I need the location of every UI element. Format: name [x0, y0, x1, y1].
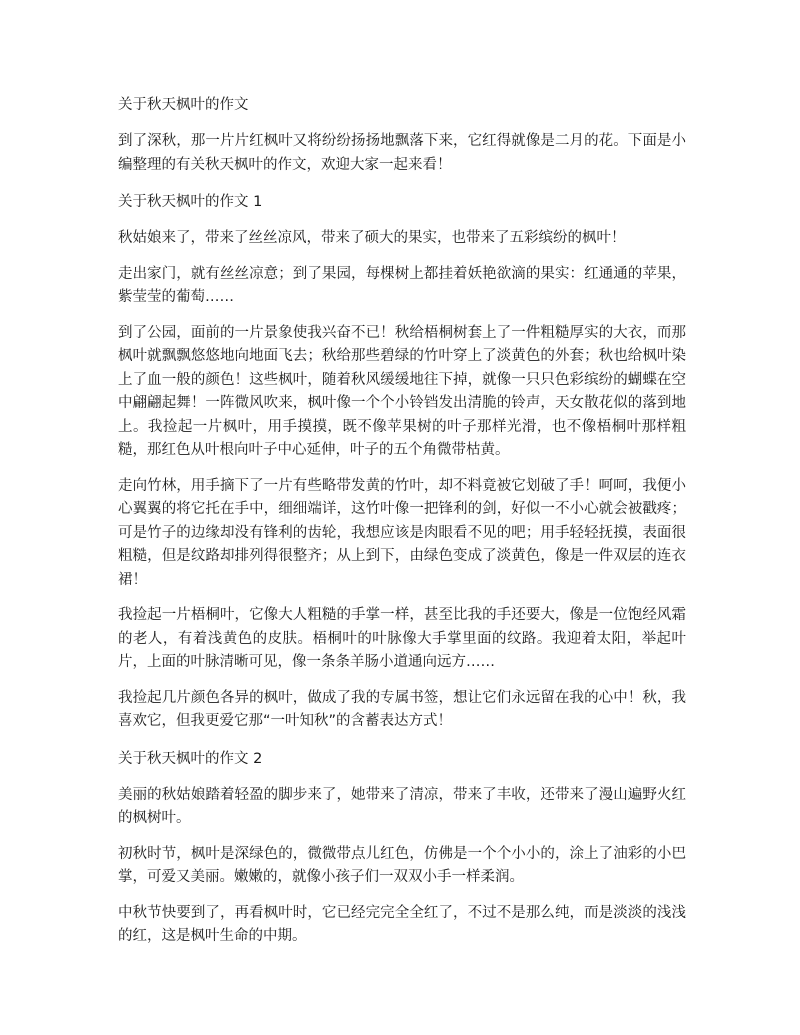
paragraph: 美丽的秋姑娘踏着轻盈的脚步来了，她带来了清凉，带来了丰收，还带来了漫山遍野火红的枫树叶。: [118, 786, 686, 826]
document-page: [118, 92, 686, 961]
section-heading: 关于秋天枫叶的作文 2: [118, 750, 263, 767]
paragraph: 走向竹林，用手摘下了一片有些略带发黄的竹叶，却不料竟被它划破了手！呵呵，我便小心翼翼的将它托在手中，细细端详，这竹叶像一把锋利的剑，好似一不小心就会被戳疼；可是竹子的边缘却没有锋利的齿轮，我想应该是肉眼看不见的吧；用手轻轻抚摸，表面很粗糙，但是纹路却排列得很整齐；从上到下，由绿色变成了淡黄色，像是一件双层的连衣裙！: [118, 477, 686, 588]
paragraph: 初秋时节，枫叶是深绿色的，微微带点儿红色，仿佛是一个个小小的，涂上了油彩的小巴掌，可爱又美丽。嫩嫩的，就像小孩子们一双双小手一样柔润。: [118, 845, 686, 885]
paragraph: 我捡起几片颜色各异的枫叶，做成了我的专属书签，想让它们永远留在我的心中！秋，我喜欢它，但我更爱它那“一叶知秋”的含蓄表达方式！: [118, 689, 686, 729]
paragraph: 秋姑娘来了，带来了丝丝凉风，带来了硕大的果实，也带来了五彩缤纷的枫叶！: [118, 230, 626, 246]
intro-paragraph: 到了深秋，那一片片红枫叶又将纷纷扬扬地飘落下来，它红得就像是二月的花。下面是小编整理的有关秋天枫叶的作文，欢迎大家一起来看！: [118, 133, 686, 173]
paragraph: 中秋节快要到了，再看枫叶时，它已经完完全全红了，不过不是那么纯，而是淡淡的浅浅的红，这是枫叶生命的中期。: [118, 904, 686, 944]
essay-section-1: [118, 189, 686, 734]
section-heading: 关于秋天枫叶的作文 1: [118, 194, 263, 210]
document-title: 关于秋天枫叶的作文: [118, 97, 249, 113]
paragraph: 到了公园，面前的一片景象使我兴奋不已！秋给梧桐树套上了一件粗糙厚实的大衣，而那枫叶就飘飘悠悠地向地面飞去；秋给那些碧绿的竹叶穿上了淡黄色的外套；秋也给枫叶染上了血一般的颜色！这些枫叶，随着秋风缓缓地往下掉，就像一只只色彩缤纷的蝴蝶在空中翩翩起舞！一阵微风吹来，枫叶像一个个小铃铛发出清脆的铃声，天女散花似的落到地上。我捡起一片枫叶，用手摸摸，既不像苹果树的叶子那样光滑，也不像梧桐叶那样粗糙，那红色从叶根向叶子中心延伸，叶子的五个角微带枯黄。: [118, 324, 686, 458]
essay-section-2: [118, 746, 686, 949]
paragraph: 我捡起一片梧桐叶，它像大人粗糙的手掌一样，甚至比我的手还要大，像是一位饱经风霜的老人，有着浅黄色的皮肤。梧桐叶的叶脉像大手掌里面的纹路。我迎着太阳，举起叶片，上面的叶脉清晰可见，像一条条羊肠小道通向远方……: [118, 607, 686, 670]
paragraph: 走出家门，就有丝丝凉意；到了果园，每棵树上都挂着妖艳欲滴的果实：红通通的苹果，紫莹莹的葡萄……: [118, 265, 686, 305]
